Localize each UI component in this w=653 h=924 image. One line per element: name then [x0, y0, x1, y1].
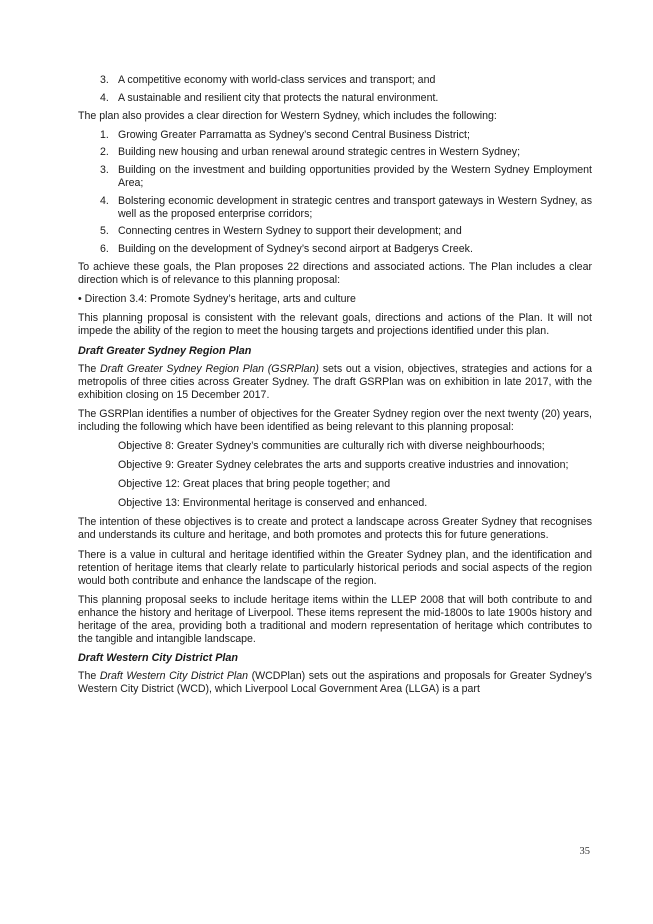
- list-number: 6.: [100, 242, 109, 255]
- list-number: 4.: [100, 194, 109, 207]
- list-item: [78, 92, 592, 105]
- list-item: [78, 146, 592, 159]
- paragraph: There is a value in cultural and heritage identified within the Greater Sydney plan, and the identification and retention of heritage items that clearly relate to particularly historical periods and social aspects of the region would both contribute and enhance the landscape of the region.: [78, 548, 592, 587]
- objective-item: Objective 9: Greater Sydney celebrates the arts and supports creative industries and innovation;: [118, 459, 569, 472]
- list-item: [78, 195, 592, 221]
- list-text: Connecting centres in Western Sydney to support their development; and: [118, 225, 462, 238]
- list-item: [78, 243, 592, 256]
- list-item: [78, 129, 592, 142]
- paragraph: The plan also provides a clear direction for Western Sydney, which includes the following:: [78, 109, 497, 122]
- list-item: [78, 164, 592, 190]
- goals-list-continued: [78, 74, 592, 105]
- paragraph: This planning proposal seeks to include heritage items within the LLEP 2008 that will both contribute to and enhance the history and heritage of Liverpool. These items represent the mid-1800s to late 1900s history and heritage of the area, providing both a traditional and modern representation of heritage which contributes to the tangible and intangible landscape.: [78, 593, 592, 646]
- list-number: 3.: [100, 163, 109, 176]
- list-text: Bolstering economic development in strategic centres and transport gateways in Western Sydney, as well as the proposed enterprise corridors;: [118, 194, 592, 220]
- direction-item: • Direction 3.4: Promote Sydney’s heritage, arts and culture: [78, 293, 356, 306]
- list-number: 1.: [100, 128, 109, 141]
- page-number: 35: [579, 846, 590, 857]
- paragraph: The intention of these objectives is to create and protect a landscape across Greater Sydney that recognises and understands its culture and heritage, and both promotes and protects this for future generations.: [78, 516, 592, 542]
- objective-item: Objective 12: Great places that bring people together; and: [118, 478, 391, 491]
- paragraph: The Draft Western City District Plan (WCDPlan) sets out the aspirations and proposals for Greater Sydney’s Western City District (WCD), which Liverpool Local Government Area (LLGA) is a part: [78, 670, 592, 696]
- plan-title: Draft Western City District Plan: [99, 670, 249, 683]
- section-heading-gsr: Draft Greater Sydney Region Plan: [78, 344, 252, 357]
- list-number: 3.: [100, 74, 109, 86]
- list-item: [78, 74, 592, 87]
- list-text: Building new housing and urban renewal around strategic centres in Western Sydney;: [118, 146, 521, 159]
- list-text: A competitive economy with world-class services and transport; and: [118, 74, 436, 86]
- paragraph: The GSRPlan identifies a number of objectives for the Greater Sydney region over the next twenty (20) years, including the following which have been identified as being relevant to this planning proposal:: [78, 407, 592, 433]
- list-item: [78, 225, 592, 238]
- list-text: Building on the development of Sydney’s second airport at Badgerys Creek.: [118, 242, 473, 255]
- western-sydney-list: [78, 129, 592, 256]
- plan-title: Draft Greater Sydney Region Plan (GSRPlan): [100, 362, 319, 375]
- section-heading-wcd: Draft Western City District Plan: [78, 652, 238, 665]
- paragraph: To achieve these goals, the Plan proposes 22 directions and associated actions. The Plan includes a clear direction which is of relevance to this planning proposal:: [78, 261, 592, 287]
- objective-item: Objective 13: Environmental heritage is conserved and enhanced.: [118, 497, 428, 510]
- list-text: Growing Greater Parramatta as Sydney’s second Central Business District;: [118, 128, 470, 141]
- objective-item: Objective 8: Greater Sydney’s communities are culturally rich with diverse neighbourhoods;: [118, 439, 545, 452]
- list-number: 5.: [100, 225, 109, 238]
- paragraph: This planning proposal is consistent with the relevant goals, directions and actions of the Plan. It will not impede the ability of the region to meet the housing targets and projections identified under this plan.: [78, 312, 592, 338]
- document-page: [78, 74, 592, 702]
- list-number: 4.: [100, 91, 109, 104]
- paragraph: The Draft Greater Sydney Region Plan (GSRPlan) sets out a vision, objectives, strategies and actions for a metropolis of three cities across Greater Sydney. The draft GSRPlan was on exhibition in late 2017, with the exhibition closing on 15 December 2017.: [78, 362, 593, 401]
- list-text: Building on the investment and building opportunities provided by the Western Sydney Employment Area;: [118, 163, 592, 190]
- list-number: 2.: [100, 146, 109, 159]
- list-text: A sustainable and resilient city that protects the natural environment.: [118, 91, 439, 104]
